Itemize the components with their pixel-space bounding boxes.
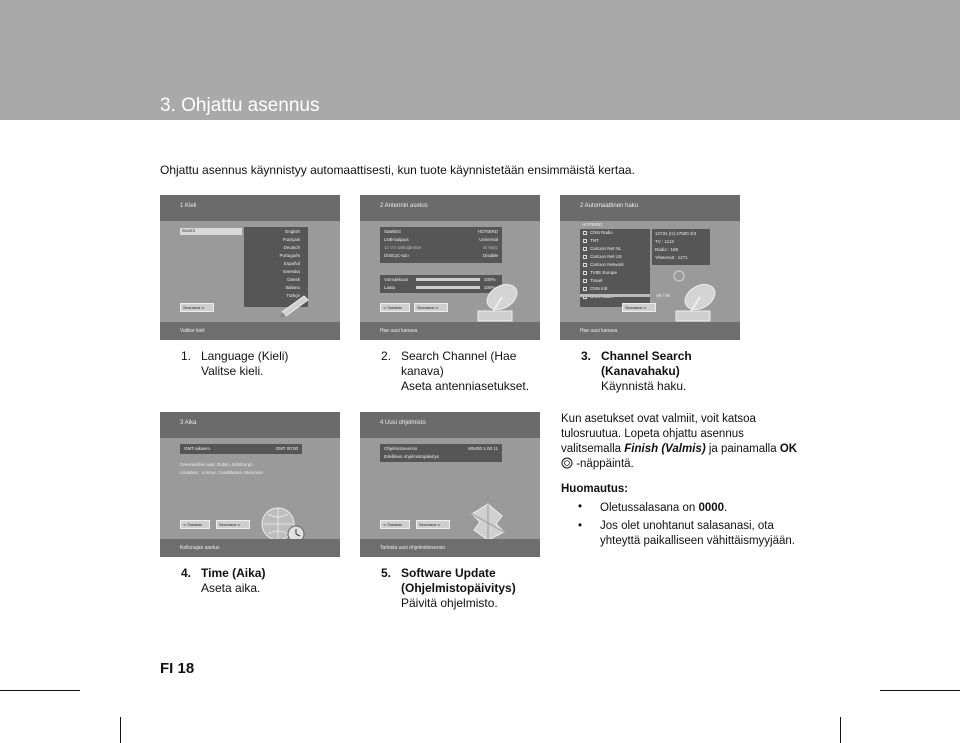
intro-text: Ohjattu asennus käynnistyy automaattisesti, kun tuote käynnistetään ensimmäistä kertaa. <box>160 163 635 177</box>
caption-desc: Aseta aika. <box>201 581 261 595</box>
caption-title: (Kanavahaku) <box>601 364 680 378</box>
puzzle-icon <box>468 502 508 542</box>
channel-checkbox <box>583 263 587 267</box>
caption-number: 3. <box>581 349 592 363</box>
screenshot-antenna <box>360 195 540 340</box>
caption-title: kanava) <box>401 364 444 378</box>
caption-number: 2. <box>381 349 392 363</box>
total-count: Yhteensä : 1271 <box>655 255 688 260</box>
channel-checkbox <box>583 279 587 283</box>
status-text: Hae uusi kanava <box>580 328 618 334</box>
screen-titlebar <box>560 195 740 221</box>
caption-body <box>401 566 516 611</box>
status-bar <box>160 539 340 557</box>
default-password: 0000 <box>698 502 725 514</box>
next-button[interactable]: Seuraava ⇨ <box>216 520 250 529</box>
caption-desc: Käynnistä haku. <box>601 379 687 393</box>
gmt-value: GMT 00:00 <box>275 446 298 451</box>
ok-button-icon <box>561 457 573 469</box>
next-button[interactable]: Seuraava ⇨ <box>416 520 450 529</box>
row-label: Ohjelmistoversio <box>384 446 418 451</box>
channel-item: Cartoon Network <box>590 262 624 267</box>
channel-item: CNN Intl. <box>590 286 609 291</box>
row-value: Disable <box>482 253 498 258</box>
crop-mark <box>0 690 80 691</box>
screenshot-software <box>360 412 540 557</box>
caption-number: 4. <box>181 566 192 580</box>
note-item <box>600 501 727 516</box>
row-value: Ei käyt. <box>483 245 498 250</box>
meter-label: Voimakkuus <box>384 277 409 282</box>
satellite-dish-icon <box>670 283 722 325</box>
caption-number: 1. <box>181 349 192 363</box>
row-label: Satelliitti <box>384 229 401 234</box>
row-label: LNB-taajuus <box>384 237 409 242</box>
signal-quality-bar <box>416 286 480 289</box>
screenshot-time <box>160 412 340 557</box>
selected-language: Suomi <box>182 228 195 233</box>
meter-label: Laatu <box>384 285 396 290</box>
screen-titlebar <box>160 412 340 438</box>
ok-label: OK <box>779 443 798 455</box>
caption-title: Channel Search <box>601 349 692 363</box>
screen-title: 1 Kieli <box>180 203 197 209</box>
screen-title: 4 Uusi ohjelmisto <box>380 420 426 426</box>
row-value: Universal <box>479 237 498 242</box>
screenshot-language <box>160 195 340 340</box>
language-item: Svenska <box>282 269 300 274</box>
caption-body <box>401 349 529 394</box>
note-text: Jos olet unohtanut salasanasi, ota <box>600 520 774 532</box>
next-button[interactable]: Seuraava ⇨ <box>622 303 656 312</box>
language-item: Italiano <box>285 285 300 290</box>
meter-value: 100% <box>484 277 496 282</box>
page-title: 3. Ohjattu asennus <box>160 95 320 116</box>
finish-label: Finish (Valmis) <box>624 443 706 455</box>
caption-body <box>601 349 692 394</box>
language-item: English <box>285 229 300 234</box>
status-text: Tarkista uusi ohjelmistoversio <box>380 545 446 551</box>
channel-item: CNN Radio <box>590 230 613 235</box>
note-text: yhteyttä paikalliseen vähittäismyyjään. <box>600 535 795 547</box>
language-item: Türkçe <box>286 293 300 298</box>
language-item: Deutsch <box>283 245 300 250</box>
finish-line <box>561 457 634 472</box>
header-band <box>0 0 960 120</box>
channel-checkbox <box>583 255 587 259</box>
row-value: HOTBIRD <box>477 229 498 234</box>
row-label: Edellinen ohjelmistopäivitys <box>384 454 440 459</box>
finish-text: valitsemalla <box>561 443 625 455</box>
finish-line: Kun asetukset ovat valmiit, voit katsoa <box>561 413 756 425</box>
radio-count: Radio : 159 <box>655 247 679 252</box>
caption-desc: Aseta antenniasetukset. <box>401 379 530 393</box>
caption-title: Software Update <box>401 566 496 580</box>
caption-body <box>201 349 288 379</box>
caption-title: Time (Aika) <box>201 566 266 580</box>
transponder-info: 12731 (H) 27500 3/4 <box>655 231 697 236</box>
row-value: M5400 1.00.11 <box>468 446 498 451</box>
caption-title: Search Channel (Hae <box>401 349 517 363</box>
screen-title: 2 Automaattinen haku <box>580 203 639 209</box>
signal-strength-bar <box>416 278 480 281</box>
channel-checkbox <box>583 239 587 243</box>
caption-title: Language (Kieli) <box>201 349 289 363</box>
caption-number: 5. <box>381 566 392 580</box>
status-text: Valitse kieli <box>180 328 205 334</box>
search-progress-bar <box>580 294 650 297</box>
finish-line <box>561 442 797 457</box>
channel-item: TV8E Europe <box>590 270 618 275</box>
channel-item: Travel <box>590 278 603 283</box>
status-text: Hae uusi kanava <box>380 328 418 334</box>
progress-text: 99 / 99 <box>656 293 670 298</box>
caption-title: (Ohjelmistopäivitys) <box>401 581 516 595</box>
screen-title: 2 Antennin asetus <box>380 203 428 209</box>
timezone-line: Lissabon : Lontoo, Casablanca, Monrovia <box>180 470 263 475</box>
caption-desc: Päivitä ohjelmisto. <box>401 596 498 610</box>
gmt-label: GMT-aikaero <box>184 446 211 451</box>
note-text: Oletussalasana on <box>600 502 699 514</box>
caption-desc: Valitse kieli. <box>201 364 264 378</box>
channel-item: Cartoon Net US <box>590 254 622 259</box>
crop-mark <box>840 717 841 743</box>
status-text: Kellonajan asetus <box>180 545 220 551</box>
bullet-icon: • <box>578 520 583 532</box>
next-button[interactable]: Seuraava ⇨ <box>414 303 448 312</box>
back-button[interactable]: ⇦ Takaisin <box>380 520 410 529</box>
channel-checkbox <box>583 287 587 291</box>
status-bar <box>360 322 540 340</box>
next-button[interactable]: Seuraava ⇨ <box>180 303 214 312</box>
satellite-dish-icon <box>472 283 524 325</box>
timezone-line: Greenwichin aika: Dublin, Edinburgh <box>180 462 253 467</box>
back-button[interactable]: ⇦ Takaisin <box>380 303 410 312</box>
screenshot-channel-search <box>560 195 740 340</box>
screen-titlebar <box>160 195 340 221</box>
back-button[interactable]: ⇦ Takaisin <box>180 520 210 529</box>
channel-checkbox <box>583 271 587 275</box>
satellite-name: HOTBIRD <box>582 222 603 227</box>
pen-icon <box>278 290 312 320</box>
language-item: Dansk <box>287 277 300 282</box>
finish-text: -näppäintä. <box>573 458 634 470</box>
language-item: Français <box>282 237 300 242</box>
screen-title: 3 Aika <box>180 420 197 426</box>
status-bar <box>560 322 740 340</box>
bullet-icon: • <box>578 501 583 513</box>
spinner-icon <box>672 269 686 283</box>
language-item: Português <box>279 253 300 258</box>
language-item: Español <box>283 261 300 266</box>
note-item <box>600 519 795 549</box>
status-bar <box>160 322 340 340</box>
crop-mark <box>120 717 121 743</box>
channel-checkbox <box>583 247 587 251</box>
status-bar <box>360 539 540 557</box>
finish-text: ja painamalla <box>705 443 780 455</box>
note-title: Huomautus: <box>561 483 629 495</box>
channel-item: Cartoon Net NL <box>590 246 622 251</box>
crop-mark <box>880 690 960 691</box>
finish-line: tulosruutua. Lopeta ohjattu asennus <box>561 428 744 440</box>
globe-clock-icon <box>260 504 306 544</box>
note-text: . <box>724 502 728 514</box>
channel-checkbox <box>583 231 587 235</box>
page-number: FI 18 <box>160 660 195 677</box>
channel-item: TNT <box>590 238 599 243</box>
screen-titlebar <box>360 195 540 221</box>
tv-count: TV : 1113 <box>655 239 674 244</box>
row-label: DiSEqC-tulo <box>384 253 409 258</box>
caption-body <box>201 566 265 596</box>
row-label: 12 V:n lähtöjännite <box>384 245 422 250</box>
screen-titlebar <box>360 412 540 438</box>
meter-value: 100% <box>484 285 496 290</box>
